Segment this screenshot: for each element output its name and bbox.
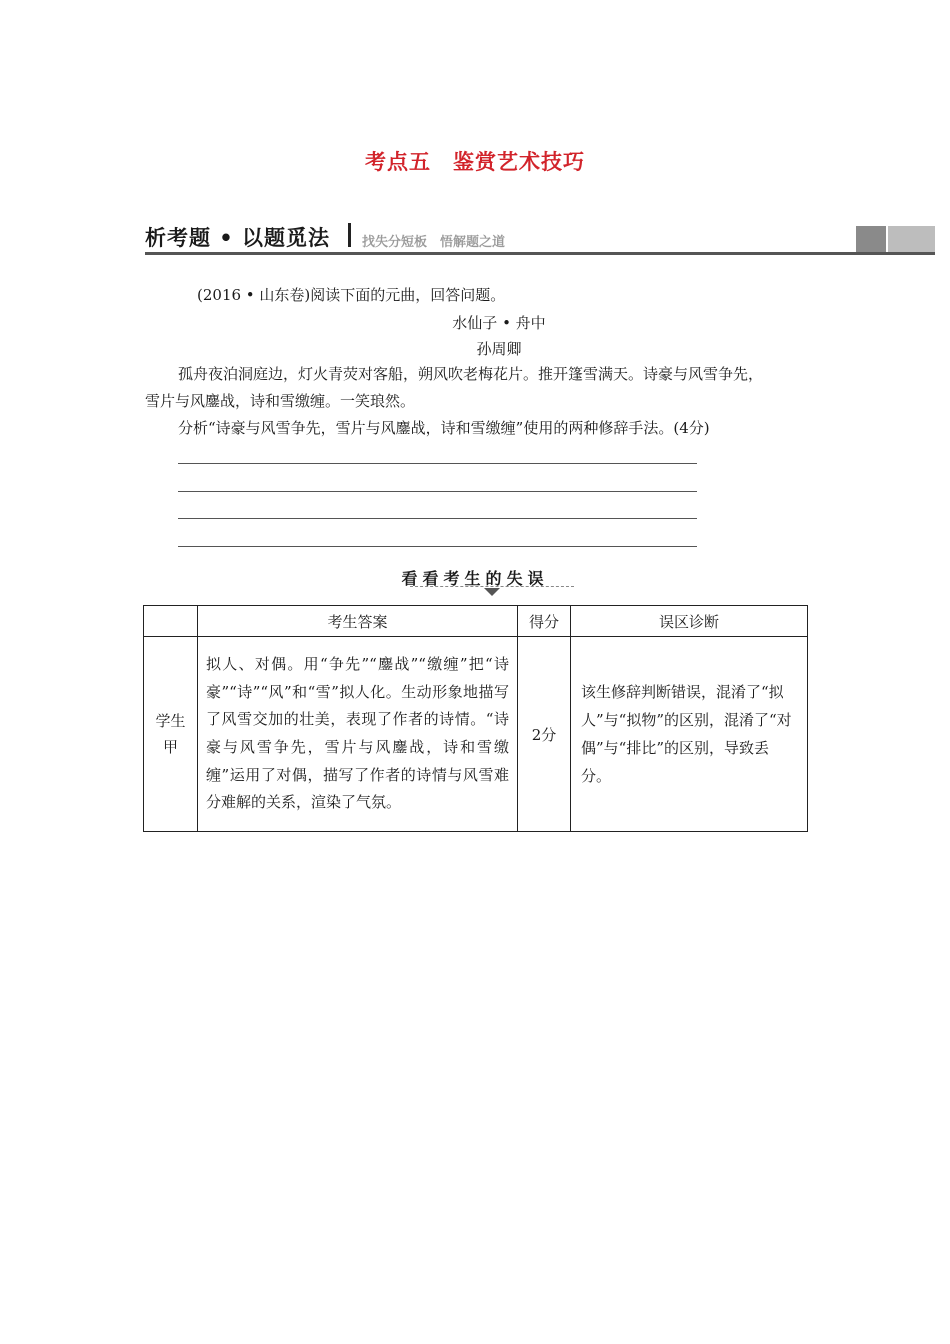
diagnosis-table [143,605,808,832]
mistakes-underline [410,586,574,587]
mistakes-title: 看看考生的失误 [401,569,549,588]
answer-line[interactable] [178,518,697,519]
section-divider [348,223,351,247]
header-cell-diagnosis: 误区诊断 [571,606,808,637]
section-sublabel: 找失分短板 悟解题之道 [362,235,506,250]
student-score: 2分 [518,637,571,832]
down-arrow-icon [484,588,500,596]
student-answer: 拟人、对偶。用“争先”“鏖战”“缴缠”把“诗豪”“诗”“风”和“雪”拟人化。生动形象地描写了风雪交加的壮美，表现了作者的诗情。“诗豪与风雪争先，雪片与风鏖战，诗和雪缴缠”运用了对偶，描写了作者的诗情与风雪难分难解的关系，渲染了气氛。 [198,637,518,832]
answer-line[interactable] [178,546,697,547]
table-header-row [144,606,808,637]
section-header [145,222,935,256]
diagnosis-text: 该生修辞判断错误，混淆了“拟人”与“拟物”的区别，混淆了“对偶”与“排比”的区别，导致丢分。 [571,637,808,832]
question-source: (2016 • 山东卷)阅读下面的元曲，回答问题。 [197,286,506,304]
header-cell-blank [144,606,198,637]
section-label: 析考题 • 以题觅法 [145,226,331,250]
student-label-text: 学生甲 [155,712,186,756]
answer-line[interactable] [178,491,697,492]
header-cell-answer: 考生答案 [198,606,518,637]
section-rule [145,252,935,255]
header-cell-score: 得分 [518,606,571,637]
poem-title: 水仙子 • 舟中 [452,314,546,332]
page-title: 考点五 鉴赏艺术技巧 [365,150,585,174]
answer-line[interactable] [178,463,697,464]
student-label [144,637,198,832]
poem-line-2: 雪片与风鏖战，诗和雪缴缠。一笑琅然。 [145,392,416,410]
section-decor-light [888,226,935,252]
section-decor-dark [856,226,886,252]
question-prompt: 分析“诗豪与风雪争先，雪片与风鏖战，诗和雪缴缠”使用的两种修辞手法。(4分) [178,419,710,437]
poem-author: 孙周卿 [476,340,522,358]
poem-line-1: 孤舟夜泊洞庭边，灯火青荧对客船，朔风吹老梅花片。推开篷雪满天。诗豪与风雪争先， [178,365,764,383]
table-row [144,637,808,832]
